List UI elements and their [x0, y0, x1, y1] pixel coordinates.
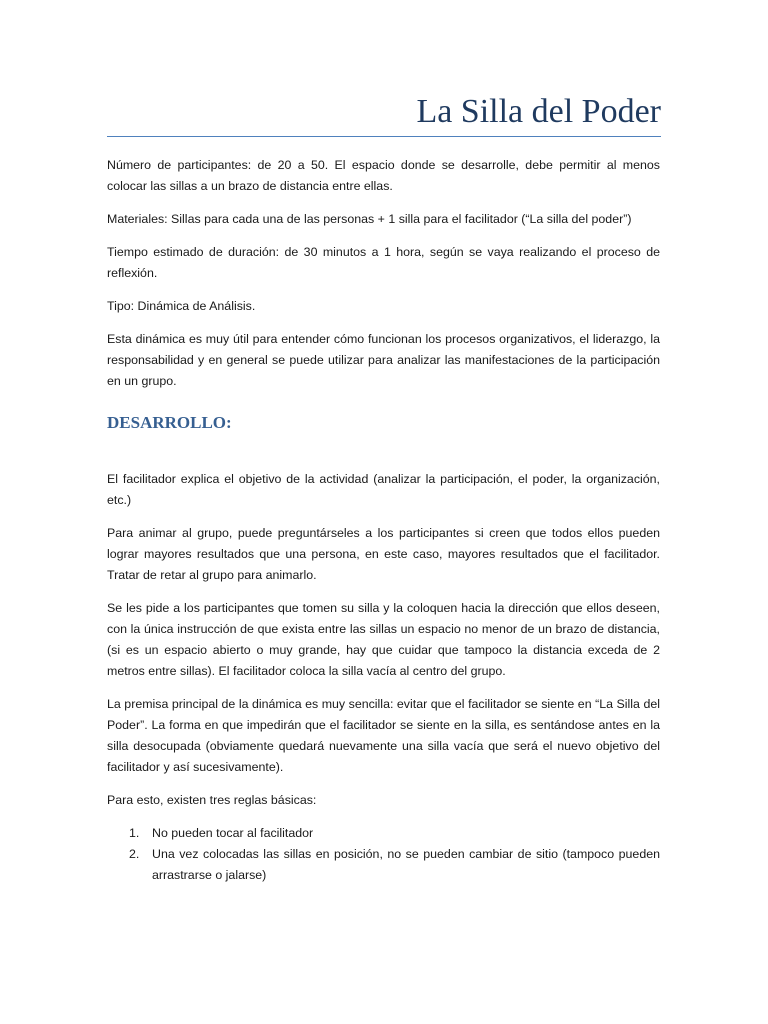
paragraph-setup: Se les pide a los participantes que tomen su silla y la coloquen hacia la dirección que ellos deseen, con la única instrucción de que exista entre las sillas un espacio no menor de un brazo de distancia, (si es un espacio abierto o muy grande, hay que cuidar que tampoco la distancia exceda de 2 metros entre sillas). El facilitador coloca la silla vacía al centro del grupo. — [107, 601, 660, 678]
document-body — [107, 155, 660, 886]
list-item-text: Una vez colocadas las sillas en posición, no se pueden cambiar de sitio (tampoco pueden arrastrarse o jalarse) — [152, 847, 660, 882]
list-item — [107, 823, 660, 844]
paragraph-motivate: Para animar al grupo, puede preguntárseles a los participantes si creen que todos ellos pueden lograr mayores resultados que una persona, en este caso, mayores resultados que el facilitador. Tratar de retar al grupo para animarlo. — [107, 526, 660, 582]
paragraph-rules-intro: Para esto, existen tres reglas básicas: — [107, 793, 317, 807]
rules-list — [107, 823, 660, 886]
list-item-number: 1. — [129, 826, 140, 840]
section-heading-desarrollo: DESARROLLO: — [107, 413, 232, 432]
paragraph-type: Tipo: Dinámica de Análisis. — [107, 299, 256, 313]
list-item-number: 2. — [129, 847, 140, 861]
title-divider — [107, 136, 661, 137]
paragraph-premise: La premisa principal de la dinámica es muy sencilla: evitar que el facilitador se siente en “La Silla del Poder”. La forma en que impedirán que el facilitador se siente en la silla, es sentándose antes en la silla desocupada (obviamente quedará nuevamente una silla vacía que será el nuevo objetivo del facilitador y así sucesivamente). — [107, 697, 660, 774]
paragraph-participants: Número de participantes: de 20 a 50. El espacio donde se desarrolle, debe permitir al menos colocar las sillas a un brazo de distancia entre ellas. — [107, 158, 660, 193]
paragraph-duration: Tiempo estimado de duración: de 30 minutos a 1 hora, según se vaya realizando el proceso de reflexión. — [107, 245, 660, 280]
paragraph-materials: Materiales: Sillas para cada una de las personas + 1 silla para el facilitador (“La silla del poder”) — [107, 212, 632, 226]
paragraph-objective: El facilitador explica el objetivo de la actividad (analizar la participación, el poder, la organización, etc.) — [107, 472, 660, 507]
paragraph-purpose: Esta dinámica es muy útil para entender cómo funcionan los procesos organizativos, el liderazgo, la responsabilidad y en general se puede utilizar para analizar las manifestaciones de la participación en un grupo. — [107, 332, 660, 388]
list-item-text: No pueden tocar al facilitador — [152, 826, 314, 840]
page-title: La Silla del Poder — [416, 93, 661, 130]
list-item — [107, 844, 660, 886]
